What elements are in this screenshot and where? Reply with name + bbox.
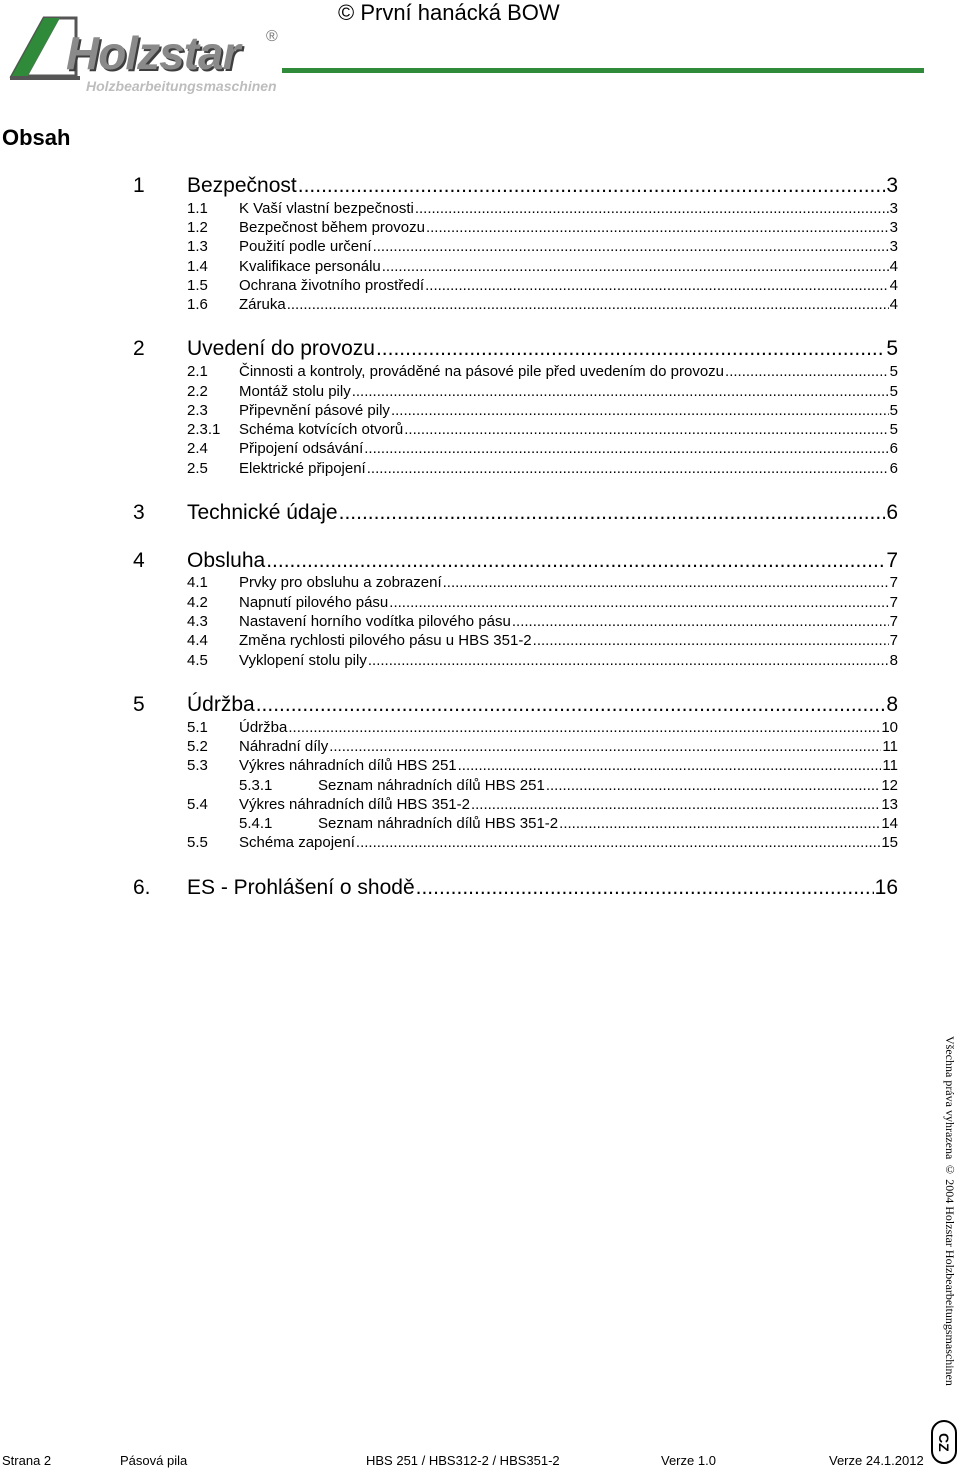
header-rule bbox=[282, 68, 924, 73]
footer-product: Pásová pila bbox=[120, 1453, 188, 1468]
toc-entry-4-2[interactable]: 4.2 Napnutí pilového pásu ..... 7 bbox=[187, 594, 898, 611]
toc-entry-5-3-1[interactable]: 5.3.1 Seznam náhradních dílů HBS 251 ..... 12 bbox=[239, 777, 898, 794]
logo-subtitle: Holzbearbeitungsmaschinen bbox=[86, 78, 277, 94]
toc-entry-4-3[interactable]: 4.3 Nastavení horního vodítka pilového pásu ..... 7 bbox=[187, 613, 898, 630]
toc-entry-1-4[interactable]: 1.4 Kvalifikace personálu ..... 4 bbox=[187, 258, 898, 275]
toc-entry-5-4[interactable]: 5.4 Výkres náhradních dílů HBS 351-2 ..... 13 bbox=[187, 796, 898, 813]
side-copyright: Všechna práva vyhrazena © 2004 Holzstar Holzbearbeitungsmaschinen bbox=[943, 1036, 957, 1386]
toc-entry-2-2[interactable]: 2.2 Montáž stolu pily ..... 5 bbox=[187, 383, 898, 400]
toc-entry-5-5[interactable]: 5.5 Schéma zapojení ..... 15 bbox=[187, 834, 898, 851]
toc-entry-1-5[interactable]: 1.5 Ochrana životního prostředí ..... 4 bbox=[187, 277, 898, 294]
toc-entry-5-1[interactable]: 5.1 Údržba ..... 10 bbox=[187, 719, 898, 736]
toc-entry-2-5[interactable]: 2.5 Elektrické připojení ..... 6 bbox=[187, 460, 898, 477]
toc-entry-1-6[interactable]: 1.6 Záruka ..... 4 bbox=[187, 296, 898, 313]
language-badge-label: CZ bbox=[936, 1432, 952, 1452]
header-copyright: © První hanácká BOW bbox=[338, 0, 560, 25]
toc-entry-4-4[interactable]: 4.4 Změna rychlosti pilového pásu u HBS 351-2 ..... 7 bbox=[187, 632, 898, 649]
toc-entry-2-3-1[interactable]: 2.3.1 Schéma kotvících otvorů ..... 5 bbox=[187, 421, 898, 438]
toc-entry-6[interactable]: 6. ES - Prohlášení o shodě ..... 16 bbox=[133, 876, 898, 900]
logo-wordmark: Holzstar bbox=[66, 27, 240, 79]
toc-entry-5[interactable]: 5 Údržba ..... 8 bbox=[133, 693, 898, 717]
footer-models: HBS 251 / HBS312-2 / HBS351-2 bbox=[366, 1453, 560, 1468]
toc-entry-2-4[interactable]: 2.4 Připojení odsávání ..... 6 bbox=[187, 440, 898, 457]
toc-entry-2-3[interactable]: 2.3 Připevnění pásové pily ..... 5 bbox=[187, 402, 898, 419]
toc-entry-3[interactable]: 3 Technické údaje ..... 6 bbox=[133, 501, 898, 525]
toc-entry-5-3[interactable]: 5.3 Výkres náhradních dílů HBS 251 ..... 11 bbox=[187, 757, 898, 774]
footer-version: Verze 1.0 bbox=[661, 1453, 716, 1468]
toc-entry-4-1[interactable]: 4.1 Prvky pro obsluhu a zobrazení ..... 7 bbox=[187, 574, 898, 591]
language-badge bbox=[931, 1420, 957, 1464]
toc-entry-1-3[interactable]: 1.3 Použití podle určení ..... 3 bbox=[187, 238, 898, 255]
footer-page: Strana 2 bbox=[2, 1453, 52, 1468]
toc-entry-5-4-1[interactable]: 5.4.1 Seznam náhradních dílů HBS 351-2 ..... 14 bbox=[239, 815, 898, 832]
footer-version-date: Verze 24.1.2012 bbox=[829, 1453, 924, 1468]
toc-entry-2-1[interactable]: 2.1 Činnosti a kontroly, prováděné na pásové pile před uvedením do provozu ..... 5 bbox=[187, 363, 898, 380]
toc-entry-1[interactable]: 1 Bezpečnost ..... 3 bbox=[133, 174, 898, 198]
toc-entry-4-5[interactable]: 4.5 Vyklopení stolu pily ..... 8 bbox=[187, 652, 898, 669]
toc-entry-5-2[interactable]: 5.2 Náhradní díly ..... 11 bbox=[187, 738, 898, 755]
toc-entry-4[interactable]: 4 Obsluha ..... 7 bbox=[133, 549, 898, 573]
toc-entry-1-1[interactable]: 1.1 K Vaší vlastní bezpečnosti ..... 3 bbox=[187, 200, 898, 217]
registered-mark: ® bbox=[266, 28, 278, 45]
toc-entry-1-2[interactable]: 1.2 Bezpečnost během provozu ..... 3 bbox=[187, 219, 898, 236]
toc-entry-2[interactable]: 2 Uvedení do provozu ..... 5 bbox=[133, 337, 898, 361]
page-title: Obsah bbox=[2, 125, 71, 150]
holzstar-logo bbox=[4, 8, 304, 100]
